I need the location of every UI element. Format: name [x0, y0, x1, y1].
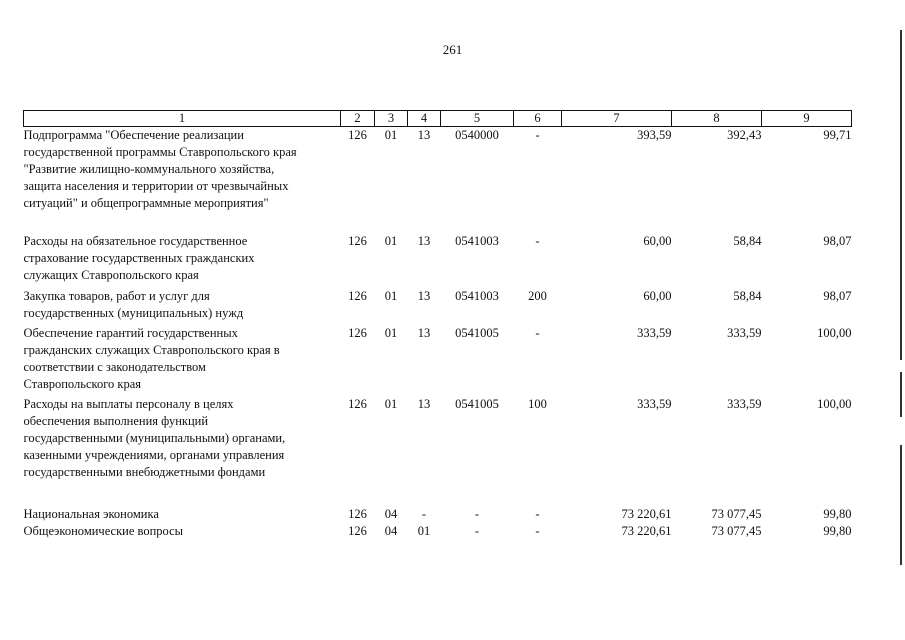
- table-row: [24, 325, 852, 393]
- name-line: гражданских служащих Ставропольского края в: [23, 343, 280, 357]
- cell-expense-type: -: [535, 326, 540, 340]
- cell-expense-type: 100: [528, 397, 547, 411]
- cell-executed: 58,84: [733, 234, 762, 248]
- column-header: 1: [24, 111, 341, 127]
- cell-admin-code: 126: [348, 507, 367, 521]
- table-row: [24, 396, 852, 481]
- name-line: обеспечения выполнения функций: [23, 414, 209, 428]
- column-header: 2: [341, 111, 375, 127]
- cell-name: [24, 396, 341, 481]
- cell-planned: 393,59: [637, 128, 672, 142]
- cell-admin-code: 126: [348, 234, 367, 248]
- cell-subsection: 13: [417, 234, 431, 248]
- cell-planned: 333,59: [637, 326, 672, 340]
- cell-section: 01: [384, 397, 398, 411]
- cell-target-article: 0540000: [455, 128, 499, 142]
- name-line: государственных (муниципальных) нужд: [23, 306, 244, 320]
- name-line: Национальная экономика: [23, 507, 159, 521]
- cell-expense-type: -: [535, 507, 540, 521]
- name-line: Обеспечение гарантий государственных: [23, 326, 238, 340]
- cell-name: [24, 523, 341, 540]
- name-line: Закупка товаров, работ и услуг для: [23, 289, 210, 303]
- name-line: казенными учреждениями, органами управления: [23, 448, 285, 462]
- cell-planned: 60,00: [643, 289, 672, 303]
- spacer-cell: [24, 481, 852, 506]
- cell-percent: 99,80: [823, 524, 852, 538]
- cell-admin-code: 126: [348, 397, 367, 411]
- cell-expense-type: -: [535, 234, 540, 248]
- cell-admin-code: 126: [348, 326, 367, 340]
- scan-edge-line: [900, 30, 902, 360]
- cell-subsection: -: [421, 507, 427, 521]
- cell-target-article: -: [474, 507, 480, 521]
- cell-subsection: 13: [417, 289, 431, 303]
- name-line: Расходы на выплаты персоналу в целях: [23, 397, 234, 411]
- cell-subsection: 13: [417, 397, 431, 411]
- table-row: [24, 127, 852, 213]
- cell-executed: 58,84: [733, 289, 762, 303]
- name-line: Общеэкономические вопросы: [23, 524, 184, 538]
- cell-name: [24, 233, 341, 284]
- cell-executed: 73 077,45: [711, 507, 762, 521]
- column-header: 4: [408, 111, 441, 127]
- cell-section: 01: [384, 234, 398, 248]
- cell-section: 04: [384, 524, 398, 538]
- cell-admin-code: 126: [348, 289, 367, 303]
- cell-planned: 60,00: [643, 234, 672, 248]
- column-header: 3: [375, 111, 408, 127]
- cell-expense-type: -: [535, 524, 540, 538]
- cell-section: 01: [384, 326, 398, 340]
- cell-expense-type: -: [535, 128, 540, 142]
- cell-name: [24, 325, 341, 393]
- name-line: государственными (муниципальными) органами,: [23, 431, 286, 445]
- cell-target-article: -: [474, 524, 480, 538]
- name-line: соответствии с законодательством: [23, 360, 206, 374]
- cell-subsection: 01: [417, 524, 431, 538]
- cell-executed: 333,59: [727, 397, 762, 411]
- cell-planned: 73 220,61: [621, 524, 672, 538]
- cell-planned: 333,59: [637, 397, 672, 411]
- scan-edge-line: [900, 445, 902, 565]
- cell-percent: 99,71: [823, 128, 852, 142]
- name-line: ситуаций" и общепрограммные мероприятия": [23, 196, 269, 210]
- cell-target-article: 0541005: [455, 326, 499, 340]
- header-row: [24, 111, 852, 127]
- page-number: 261: [442, 42, 463, 57]
- column-header: 7: [562, 111, 672, 127]
- name-line: защита населения и территории от чрезвычайных: [23, 179, 289, 193]
- name-line: государственной программы Ставропольского края: [23, 145, 297, 159]
- scan-edge-line: [900, 372, 902, 417]
- spacer-cell: [24, 212, 852, 233]
- cell-expense-type: 200: [528, 289, 547, 303]
- table-body: [24, 127, 852, 541]
- cell-name: [24, 127, 341, 213]
- cell-percent: 98,07: [823, 289, 852, 303]
- name-line: Расходы на обязательное государственное: [23, 234, 248, 248]
- cell-name: [24, 288, 341, 322]
- table-row: [24, 233, 852, 284]
- name-line: государственными внебюджетными фондами: [23, 465, 266, 479]
- cell-percent: 100,00: [817, 326, 852, 340]
- cell-executed: 333,59: [727, 326, 762, 340]
- cell-target-article: 0541005: [455, 397, 499, 411]
- cell-executed: 73 077,45: [711, 524, 762, 538]
- column-header: 5: [441, 111, 514, 127]
- row-spacer: [24, 212, 852, 233]
- cell-section: 01: [384, 289, 398, 303]
- table-row: [24, 288, 852, 322]
- column-header: 9: [762, 111, 852, 127]
- column-header: 6: [514, 111, 562, 127]
- cell-subsection: 13: [417, 326, 431, 340]
- cell-percent: 98,07: [823, 234, 852, 248]
- name-line: Подпрограмма "Обеспечение реализации: [23, 128, 244, 142]
- row-spacer: [24, 481, 852, 506]
- cell-percent: 100,00: [817, 397, 852, 411]
- cell-subsection: 13: [417, 128, 431, 142]
- budget-table: [23, 110, 852, 540]
- name-line: "Развитие жилищно-коммунального хозяйства,: [23, 162, 275, 176]
- table-row: [24, 506, 852, 523]
- cell-section: 01: [384, 128, 398, 142]
- cell-admin-code: 126: [348, 128, 367, 142]
- table-row: [24, 523, 852, 540]
- name-line: служащих Ставропольского края: [23, 268, 199, 282]
- cell-target-article: 0541003: [455, 289, 499, 303]
- cell-name: [24, 506, 341, 523]
- cell-planned: 73 220,61: [621, 507, 672, 521]
- name-line: страхование государственных гражданских: [23, 251, 255, 265]
- cell-section: 04: [384, 507, 398, 521]
- cell-admin-code: 126: [348, 524, 367, 538]
- column-header: 8: [672, 111, 762, 127]
- cell-target-article: 0541003: [455, 234, 499, 248]
- name-line: Ставропольского края: [23, 377, 141, 391]
- cell-percent: 99,80: [823, 507, 852, 521]
- cell-executed: 392,43: [727, 128, 762, 142]
